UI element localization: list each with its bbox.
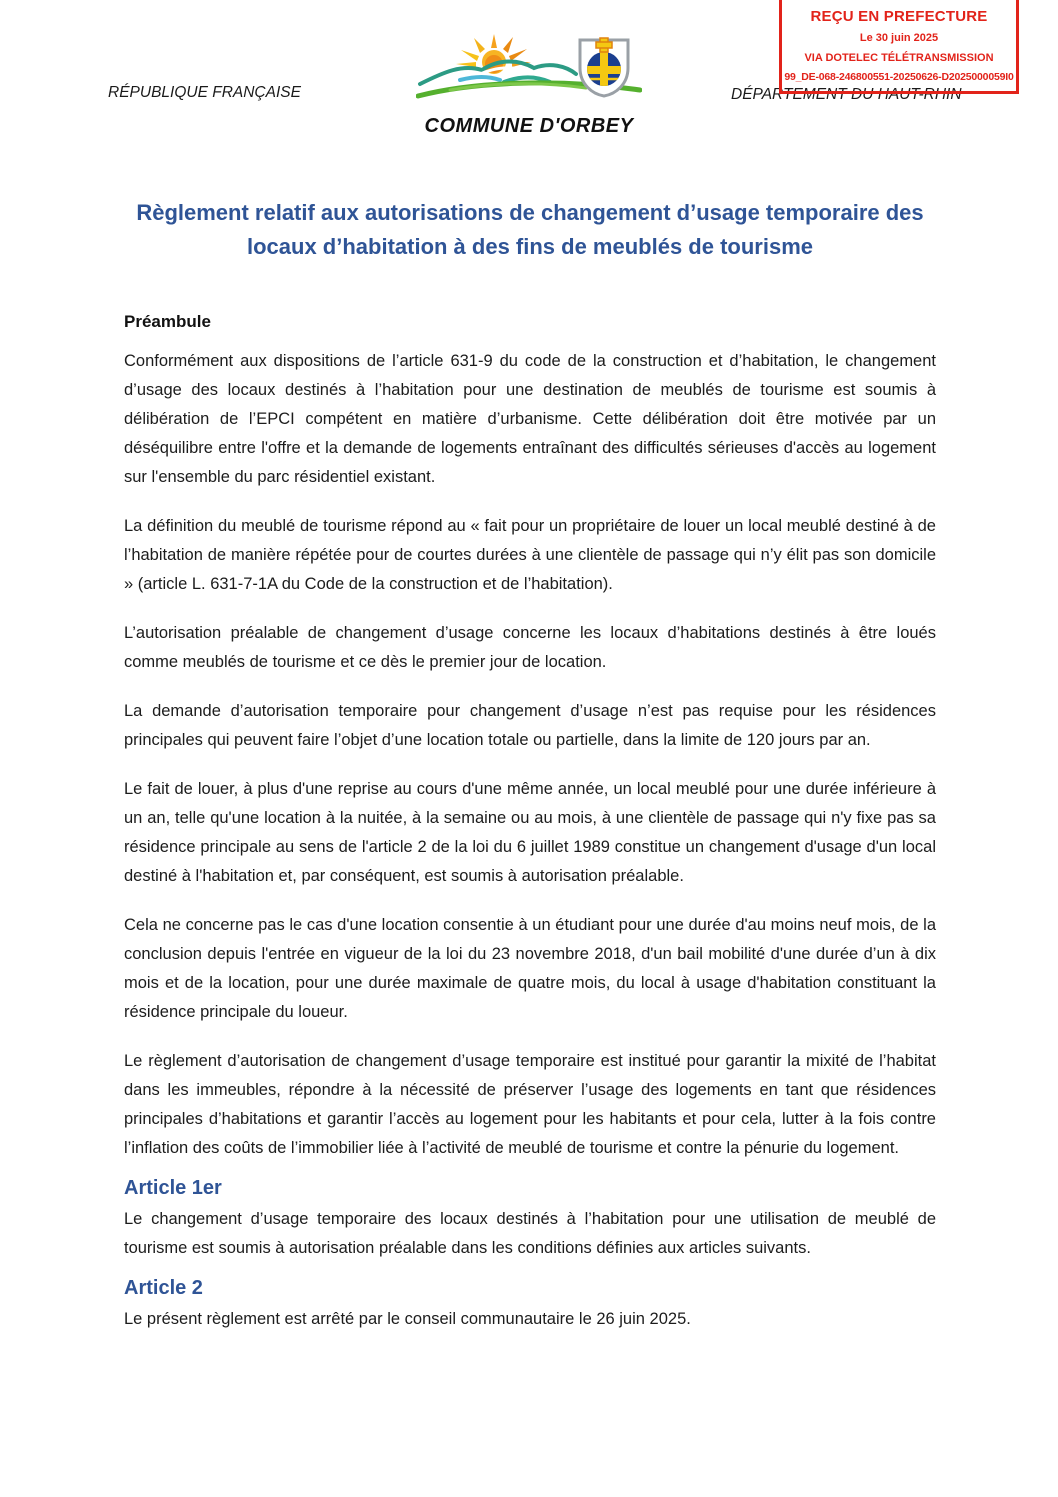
stamp-title: REÇU EN PREFECTURE (810, 8, 988, 25)
document-title-line2: locaux d’habitation à des fins de meublés de tourisme (246, 234, 814, 259)
stamp-reference: 99_DE-068-246800551-20250626-D2025000059I0 (784, 71, 1014, 83)
paragraph-fait-de-louer: Le fait de louer, à plus d'une reprise au cours d'une même année, un local meublé pour une durée inférieure à un an, telle qu'une location à la nuitée, à la semaine ou au mois, à une clientèle de passage qui n'y fixe pas sa résidence principale au sens de l'article 2 de la loi du 6 juillet 1989 constitue un changement d'usage d'un local destiné à l'habitation et, par conséquent, est soumis à autorisation préalable. (124, 780, 936, 885)
stamp-date: Le 30 juin 2025 (859, 32, 939, 44)
document-content (124, 196, 936, 1354)
heading-article-1er: Article 1er (124, 1177, 222, 1199)
document-title-line1: Règlement relatif aux autorisations de changement d’usage temporaire des (136, 200, 924, 225)
prefecture-stamp (779, 0, 1019, 94)
departement-haut-rhin-label: DÉPARTEMENT DU HAUT-RHIN (731, 86, 962, 103)
heading-preambule: Préambule (124, 312, 211, 331)
paragraph-article-2: Le présent règlement est arrêté par le conseil communautaire le 26 juin 2025. (124, 1310, 691, 1328)
paragraph-article-1er: Le changement d’usage temporaire des locaux destinés à l’habitation pour une utilisation de meublé de tourisme est soumis à autorisation préalable dans les conditions définies aux articles suivants. (124, 1210, 936, 1257)
paragraph-definition-meuble: La définition du meublé de tourisme répond au « fait pour un propriétaire de louer un local meublé destiné à de l’habitation de manière répétée pour de courtes durées à une clientèle de passage qui n’y élit pas son domicile » (article L. 631-7-1A du Code de la construction et de l’habitation). (124, 517, 936, 593)
heading-article-2: Article 2 (124, 1277, 203, 1299)
paragraph-exceptions-etudiant: Cela ne concerne pas le cas d'une location consentie à un étudiant pour une durée d'au moins neuf mois, de la conclusion depuis l'entrée en vigueur de la loi du 23 novembre 2018, d'un bail mobilité d'une durée d’un à dix mois et de la location, pour une durée maximale de quatre mois, du local à usage d'habitation constituant la résidence principale du loueur. (124, 916, 936, 1021)
document-title (124, 196, 936, 264)
paragraph-autorisation-prealable: L’autorisation préalable de changement d’usage concerne les locaux d’habitations destinés à être loués comme meublés de tourisme et ce dès le premier jour de location. (124, 624, 936, 671)
paragraph-residences-principales: La demande d’autorisation temporaire pour changement d’usage n’est pas requise pour les résidences principales qui peuvent faire l’objet d’une location totale ou partielle, dans la limite de 120 jours par an. (124, 702, 936, 749)
republique-francaise-label: RÉPUBLIQUE FRANÇAISE (108, 84, 301, 101)
logo-caption: COMMUNE D'ORBEY (424, 115, 634, 137)
stamp-transmission: VIA DOTELEC TÉLÉTRANSMISSION (804, 52, 994, 64)
paragraph-objectifs-reglement: Le règlement d’autorisation de changement d’usage temporaire est institué pour garantir la mixité de l’habitat dans les immeubles, répondre à la nécessité de préserver l’usage des logements en tant que résidences principales d’habitations et garantir l’accès au logement pour les habitants et pour cela, lutter à la fois contre l’inflation des coûts de l’immobilier liée à l’activité de meublé de tourisme et contre la pénurie du logement. (124, 1052, 936, 1157)
paragraph-article-631-9: Conformément aux dispositions de l’article 631-9 du code de la construction et d’habitation, le changement d’usage des locaux destinés à l’habitation pour une destination de meublés de tourisme est soumis à délibération de l’EPCI compétent en matière d’urbanisme. Cette délibération doit être motivée par un déséquilibre entre l'offre et la demande de logements entraînant des difficultés sérieuses d'accès au logement sur l'ensemble du parc résidentiel existant. (124, 352, 936, 486)
commune-orbey-logo (404, 32, 654, 138)
orbey-crest-icon (416, 32, 642, 108)
